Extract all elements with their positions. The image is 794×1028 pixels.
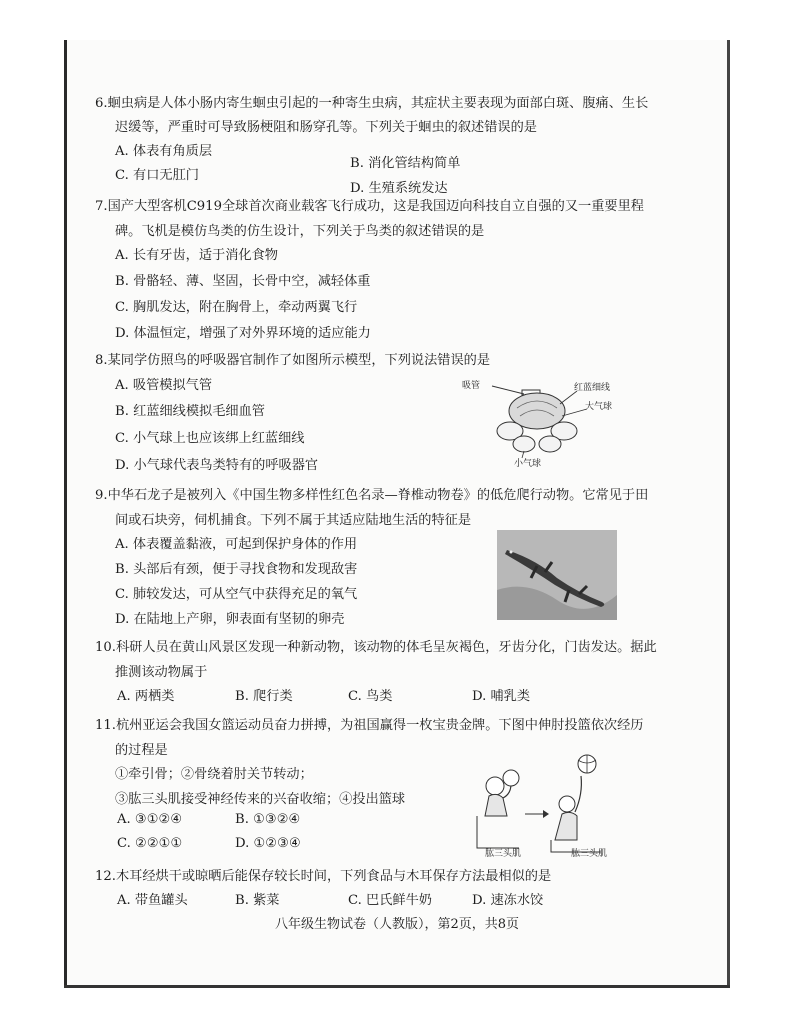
label-red-blue-thread: 红蓝细线: [574, 383, 611, 393]
basketball-shot-drawing: [467, 754, 617, 858]
label-big-balloon: 大气球: [585, 402, 613, 412]
q9-option-b: B. 头部后有颈，便于寻找食物和发现敌害: [115, 562, 358, 577]
q10-option-d: D. 哺乳类: [472, 689, 531, 704]
q7-stem-line1: 7.国产大型客机C919全球首次商业载客飞行成功，这是我国迈向科技自立自强的又一重要里程: [95, 199, 644, 214]
q11-option-b: B. ①③②④: [235, 812, 301, 827]
q6-option-a: A. 体表有角质层: [115, 144, 213, 159]
q11-option-a: A. ③①②④: [117, 812, 183, 827]
q10-stem-line2: 推测该动物属于: [115, 665, 208, 680]
q7-option-b: B. 骨骼轻、薄、坚固，长骨中空，减轻体重: [115, 274, 371, 289]
q11-steps-line1: ①牵引骨；②骨绕着肘关节转动；: [115, 767, 313, 782]
q11-stem-line2: 的过程是: [115, 743, 168, 758]
q11-steps-line2: ③肱三头肌接受神经传来的兴奋收缩；④投出篮球: [115, 792, 406, 807]
q6-option-d: D. 生殖系统发达: [350, 181, 448, 196]
label-straw: 吸管: [462, 381, 481, 391]
q6-stem-line1: 6.蛔虫病是人体小肠内寄生蛔虫引起的一种寄生虫病，其症状主要表现为面部白斑、腹痛、生长: [95, 96, 649, 111]
q7-option-c: C. 胸肌发达，附在胸骨上，牵动两翼飞行: [115, 300, 358, 315]
label-triceps-left: 肱三头肌: [485, 849, 522, 859]
q7-option-d: D. 体温恒定，增强了对外界环境的适应能力: [115, 326, 371, 341]
lizard-photo-drawing: [497, 530, 617, 620]
label-small-balloon: 小气球: [514, 459, 542, 469]
bird-lung-model-figure: [462, 376, 622, 469]
q8-option-b: B. 红蓝细线模拟毛细血管: [115, 404, 265, 419]
q7-option-a: A. 长有牙齿，适于消化食物: [115, 248, 278, 263]
q9-stem-line2: 间或石块旁，伺机捕食。下列不属于其适应陆地生活的特征是: [115, 513, 472, 528]
q10-option-b: B. 爬行类: [235, 689, 293, 704]
lizard-photo: [497, 530, 617, 620]
q6-option-c: C. 有口无肛门: [115, 168, 199, 183]
q12-stem: 12.木耳经烘干或晾晒后能保存较长时间，下列食品与木耳保存方法最相似的是: [95, 869, 552, 884]
q12-option-b: B. 紫菜: [235, 893, 280, 908]
page-footer: 八年级生物试卷（人教版），第2页，共8页: [274, 917, 520, 932]
q6-option-b: B. 消化管结构简单: [350, 156, 461, 171]
page-frame-right: [727, 40, 730, 988]
q9-stem-line1: 9.中华石龙子是被列入《中国生物多样性红色名录—脊椎动物卷》的低危爬行动物。它常见于田: [95, 488, 649, 503]
exam-page: [67, 40, 727, 985]
label-triceps-right: 肱三头肌: [571, 849, 608, 859]
q12-option-a: A. 带鱼罐头: [117, 893, 188, 908]
q6-stem-line2: 迟缓等，严重时可导致肠梗阻和肠穿孔等。下列关于蛔虫的叙述错误的是: [115, 120, 537, 135]
q12-option-c: C. 巴氏鲜牛奶: [348, 893, 432, 908]
q7-stem-line2: 碑。飞机是模仿鸟类的仿生设计，下列关于鸟类的叙述错误的是: [115, 224, 485, 239]
q8-option-d: D. 小气球代表鸟类特有的呼吸器官: [115, 458, 319, 473]
q11-stem-line1: 11.杭州亚运会我国女篮运动员奋力拼搏，为祖国赢得一枚宝贵金牌。下图中伸肘投篮依次经历: [95, 718, 644, 733]
q10-option-c: C. 鸟类: [348, 689, 393, 704]
q10-stem-line1: 10.科研人员在黄山风景区发现一种新动物，该动物的体毛呈灰褐色，牙齿分化，门齿发达。据此: [95, 640, 657, 655]
basketball-shot-figure: [467, 754, 617, 858]
q9-option-d: D. 在陆地上产卵，卵表面有坚韧的卵壳: [115, 612, 345, 627]
page-frame-bottom: [64, 985, 730, 988]
q11-option-d: D. ①②③④: [235, 836, 301, 851]
q9-option-c: C. 肺较发达，可从空气中获得充足的氧气: [115, 587, 358, 602]
q8-option-c: C. 小气球上也应该绑上红蓝细线: [115, 431, 305, 446]
q8-stem: 8.某同学仿照鸟的呼吸器官制作了如图所示模型，下列说法错误的是: [95, 353, 491, 368]
q11-option-c: C. ②②①①: [117, 836, 183, 851]
q10-option-a: A. 两栖类: [117, 689, 175, 704]
q9-option-a: A. 体表覆盖黏液，可起到保护身体的作用: [115, 537, 358, 552]
q12-option-d: D. 速冻水饺: [472, 893, 544, 908]
q8-option-a: A. 吸管模拟气管: [115, 378, 213, 393]
